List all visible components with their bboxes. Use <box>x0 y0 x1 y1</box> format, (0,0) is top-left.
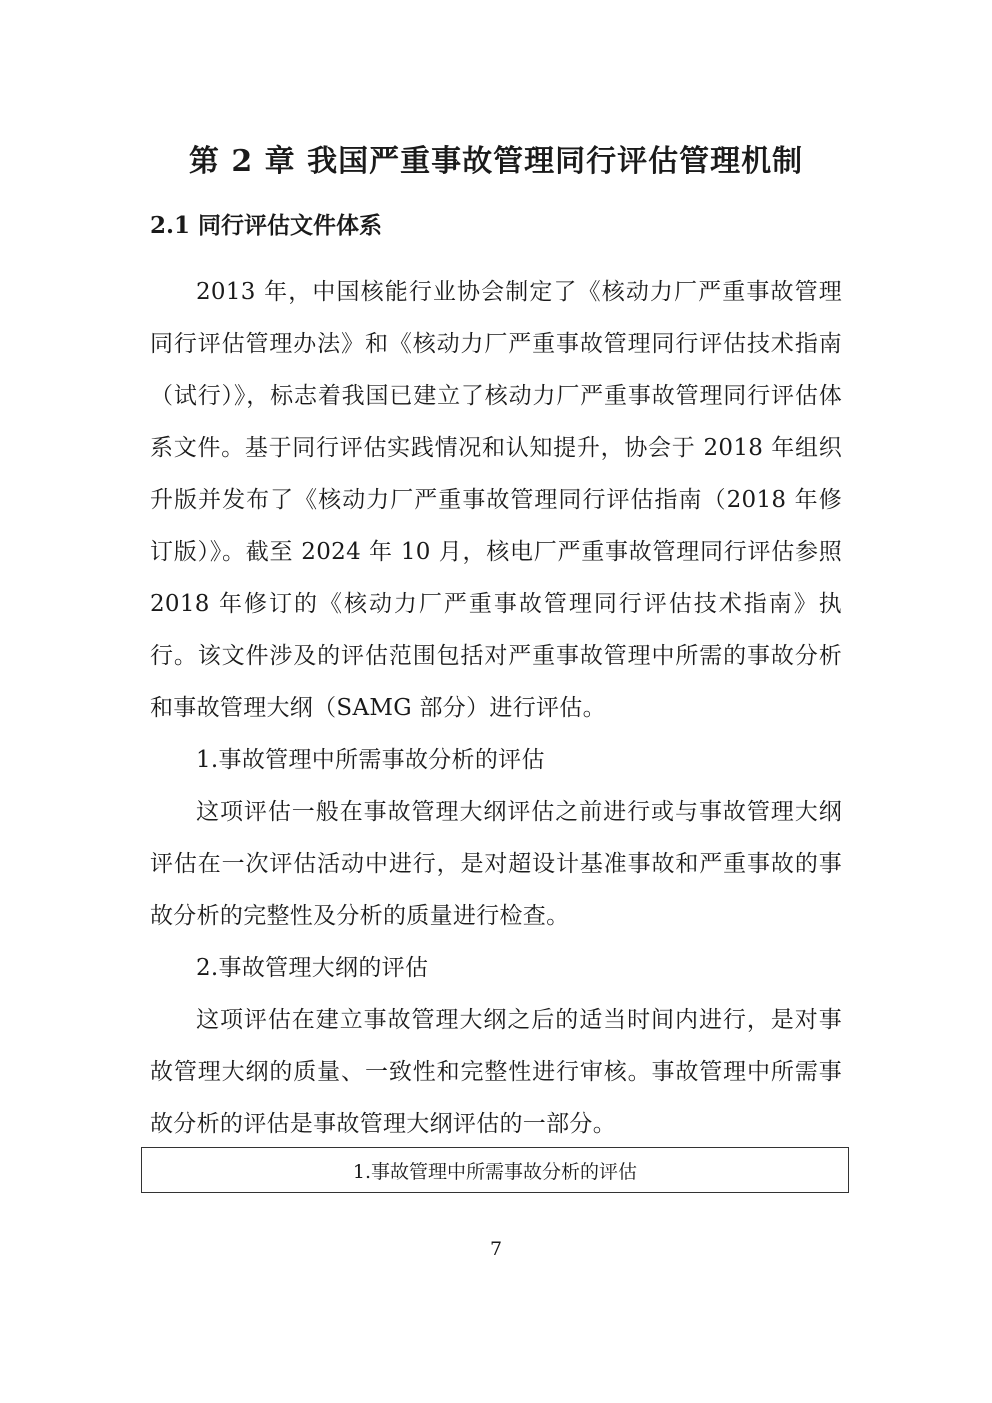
paragraph-item-2-heading: 2.事故管理大纲的评估 <box>196 955 429 981</box>
page-number: 7 <box>489 1238 503 1260</box>
section-title: 2.1 同行评估文件体系 <box>150 212 383 239</box>
paragraph-item-1-body: 这项评估一般在事故管理大纲评估之前进行或与事故管理大纲评估在一次评估活动中进行，是对超设计基准事故和严重事故的事故分析的完整性及分析的质量进行检查。 <box>150 799 842 929</box>
paragraph-item-1-heading: 1.事故管理中所需事故分析的评估 <box>196 747 545 773</box>
paragraph-intro: 2013 年，中国核能行业协会制定了《核动力厂严重事故管理同行评估管理办法》和《核动力厂严重事故管理同行评估技术指南（试行）》，标志着我国已建立了核动力厂严重事故管理同行评估体系文件。基于同行评估实践情况和认知提升，协会于 2018 年组织升版并发布了《核动力厂严重事故管理同行评估指南（2018 年修订版）》。截至 2024 年 10 月，核电厂严重事故管理同行评估参照 2018 年修订的《核动力厂严重事故管理同行评估技术指南》执行。该文件涉及的评估范围包括对严重事故管理中所需的事故分析和事故管理大纲（SAMG 部分）进行评估。 <box>150 279 842 721</box>
body-text <box>150 266 842 1150</box>
paragraph-item-2-body: 这项评估在建立事故管理大纲之后的适当时间内进行，是对事故管理大纲的质量、一致性和完整性进行审核。事故管理中所需事故分析的评估是事故管理大纲评估的一部分。 <box>150 1007 842 1137</box>
chapter-title: 第 2 章 我国严重事故管理同行评估管理机制 <box>188 144 804 179</box>
flowchart-box <box>141 1147 849 1193</box>
flowchart-box-label: 1.事故管理中所需事故分析的评估 <box>352 1160 638 1183</box>
